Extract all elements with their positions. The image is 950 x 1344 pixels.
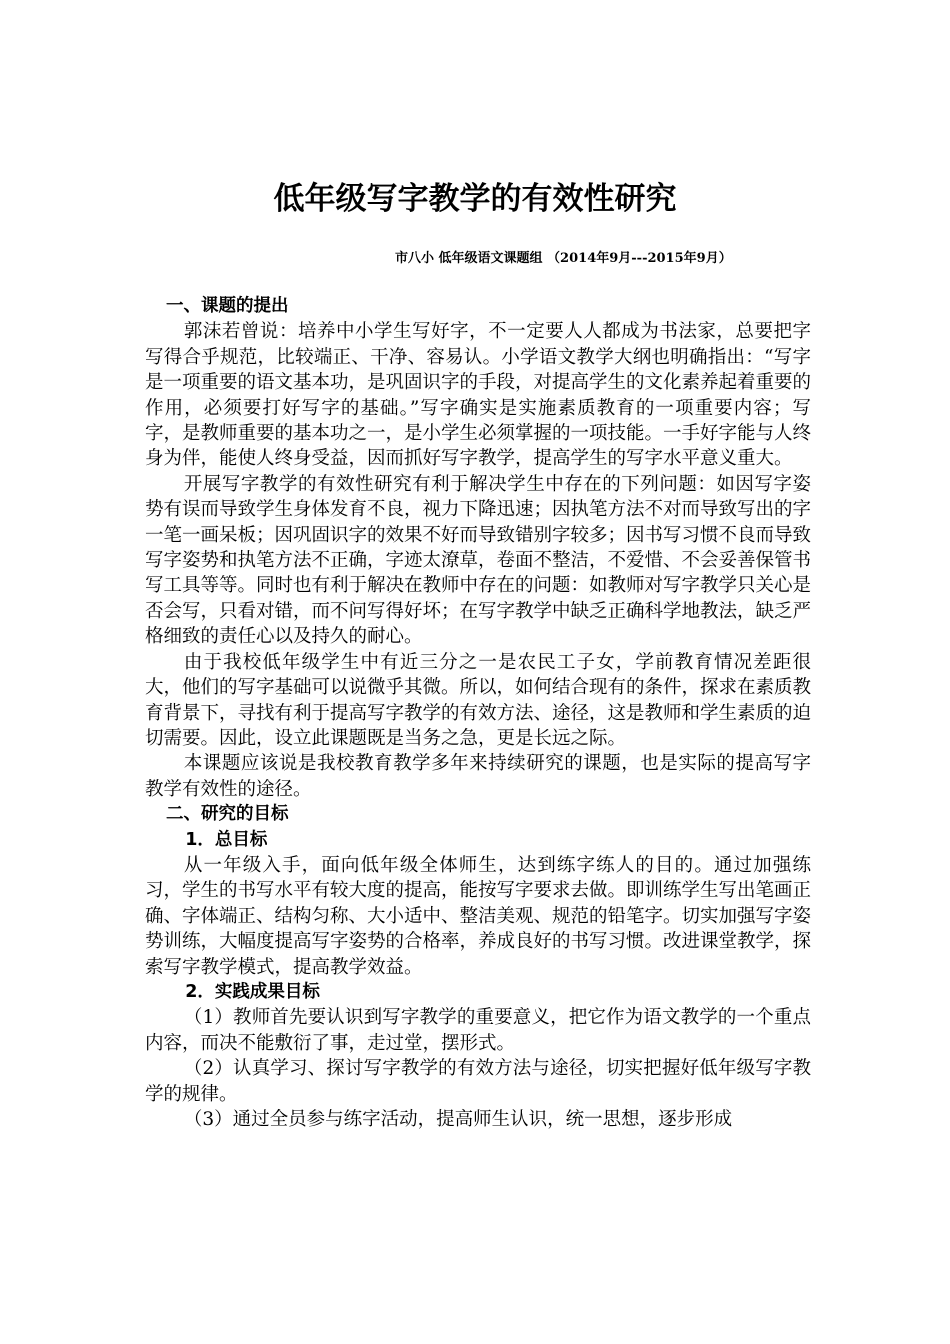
paragraph: 开展写字教学的有效性研究有利于解决学生中存在的下列问题：如因写字姿势有误而导致学生身体发育不良，视力下降迅速；因执笔方法不对而导致写出的字一笔一画呆板；因巩固识字的效果不好而导致错别字较多；因书写习惯不良而导致写字姿势和执笔方法不正确，字迹太潦草，卷面不整洁，不爱惜、不会妥善保管书写工具等等。同时也有利于解决在教师中存在的问题：如教师对写字教学只关心是否会写，只看对错，而不问写得好坏；在写字教学中缺乏正确科学地教法，缺乏严格细致的责任心以及持久的耐心。 (145, 473, 812, 648)
paragraph: 本课题应该说是我校教育教学多年来持续研究的课题，也是实际的提高写字教学有效性的途径。 (145, 753, 811, 800)
document-title: 低年级写字教学的有效性研究 (273, 181, 677, 217)
list-item: （3）通过全员参与练字活动，提高师生认识，统一思想，逐步形成 (183, 1109, 733, 1130)
list-item: （2）认真学习、探讨写字教学的有效方法与途径，切实把握好低年级写字教学的规律。 (145, 1058, 811, 1105)
paragraph: 从一年级入手，面向低年级全体师生，达到练字练人的目的。通过加强练习，学生的书写水平有较大度的提高，能按写字要求去做。即训练学生写出笔画正确、字体端正、结构匀称、大小适中、整洁美观、规范的铅笔字。切实加强写字姿势训练，大幅度提高写字姿势的合格率，养成良好的书写习惯。改进课堂教学，探索写字教学模式，提高教学效益。 (145, 854, 812, 978)
paragraph: 由于我校低年级学生中有近三分之一是农民工子女，学前教育情况差距很大，他们的写字基础可以说微乎其微。所以，如何结合现有的条件，探求在素质教育背景下，寻找有利于提高写字教学的有效方法、途径，这是教师和学生素质的迫切需要。因此，设立此课题既是当务之急，更是长远之际。 (145, 651, 812, 749)
document-byline: 市八小 低年级语文课题组 （2014年9月---2015年9月） (395, 251, 732, 266)
subsection-heading: 1．总目标 (185, 829, 268, 850)
paragraph: 郭沫若曾说：培养中小学生写好字，不一定要人人都成为书法家，总要把字写得合乎规范，比较端正、干净、容易认。小学语文教学大纲也明确指出：“写字是一项重要的语文基本功，是巩固识字的手段，对提高学生的文化素养起着重要的作用，必须要打好写字的基础。”写字确实是实施素质教育的一项重要内容；写字，是教师重要的基本功之一，是小学生必须掌握的一项技能。一手好字能与人终身为伴，能使人终身受益，因而抓好写字教学，提高学生的写字水平意义重大。 (145, 321, 812, 470)
section-heading: 一、课题的提出 (166, 296, 289, 316)
subsection-heading: 2．实践成果目标 (185, 981, 320, 1002)
document-body (145, 294, 811, 1132)
section-heading: 二、研究的目标 (166, 804, 289, 825)
list-item: （1）教师首先要认识到写字教学的重要意义，把它作为语文教学的一个重点内容，而决不能敷衍了事，走过堂，摆形式。 (145, 1007, 811, 1054)
